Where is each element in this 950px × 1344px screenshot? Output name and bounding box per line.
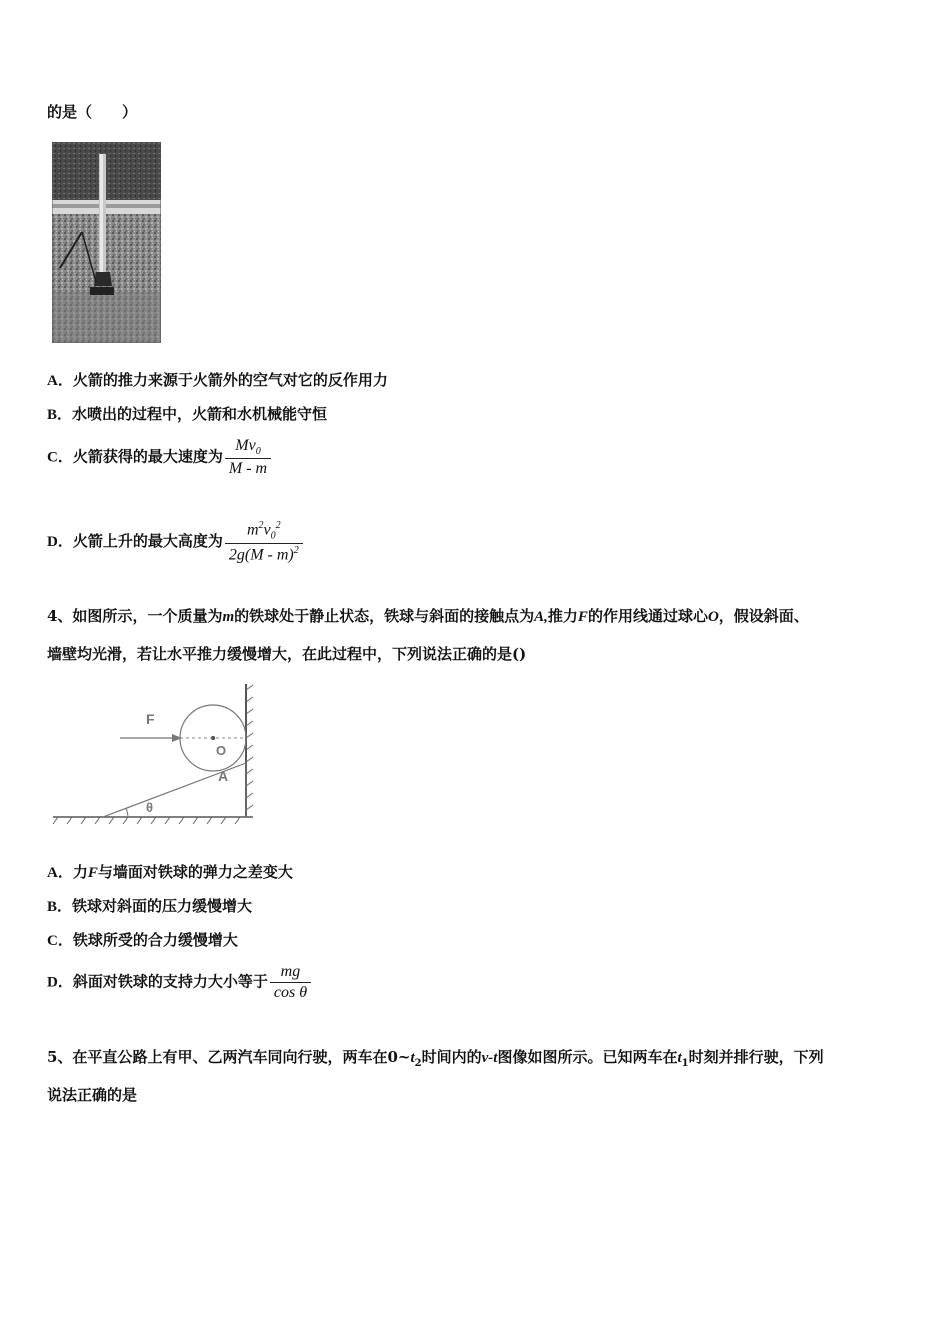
- c-fraction: $\frac{Mv_0}{M - m}$: [225, 437, 271, 478]
- q3-option-d: D．火箭上升的最大高度为 $\frac{m^2v_0^2}{2g(M - m)^2}$: [47, 520, 303, 564]
- q4-option-c: C．铁球所受的合力缓慢增大: [47, 931, 238, 949]
- q3-option-a: A．火箭的推力来源于火箭外的空气对它的反作用力: [47, 371, 388, 389]
- q5-stem-line1: 5、在平直公路上有甲、乙两汽车同向行驶，两车在$0\sim t_2$时间内的v-t图像如图所示。已知两车在$t_1$时刻并排行驶，下列: [47, 1048, 824, 1069]
- q4-stem-line2: 墙壁均光滑，若让水平推力缓慢增大，在此过程中，下列说法正确的是(): [47, 645, 527, 663]
- q3-question-tail: 的是（ ）: [47, 103, 138, 121]
- q5-stem-line2: 说法正确的是: [47, 1086, 138, 1104]
- q4-d-fraction: $\frac{mg}{\text{cos θ}}$: [270, 963, 311, 1002]
- label-A: A: [218, 768, 229, 784]
- label-F: F: [146, 711, 155, 727]
- label-theta: θ: [146, 800, 154, 815]
- q4-option-b: B．铁球对斜面的压力缓慢增大: [47, 897, 253, 915]
- q4-option-a: A．力F与墙面对铁球的弹力之差变大: [47, 863, 293, 881]
- ball-incline-diagram: [48, 680, 263, 828]
- q3-option-c: C．火箭获得的最大速度为 $\frac{Mv_0}{M - m}$: [47, 437, 271, 478]
- q4-option-d: D．斜面对铁球的支持力大小等于 $\frac{mg}{\text{cos θ}}$: [47, 963, 311, 1002]
- label-O: O: [216, 743, 227, 758]
- water-rocket-photo: [52, 142, 161, 343]
- q3-option-b: B．水喷出的过程中，火箭和水机械能守恒: [47, 405, 328, 423]
- q4-stem-line1: 4、如图所示，一个质量为m的铁球处于静止状态，铁球与斜面的接触点为A,推力F的作用线通过球心O，假设斜面、: [47, 607, 809, 625]
- d-fraction: $\frac{m^2v_0^2}{2g(M - m)^2}$: [225, 520, 303, 564]
